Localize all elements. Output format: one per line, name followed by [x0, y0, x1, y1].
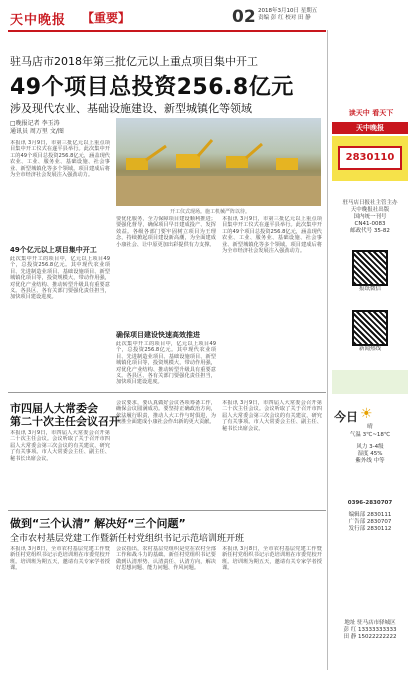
weather-details [332, 444, 408, 465]
contact-line: 发行部 2830112 [348, 526, 392, 532]
weather-title: 今日 [334, 410, 359, 424]
masthead-rule [8, 30, 326, 32]
footer-line: 地址 驻马店市驿城区 [344, 620, 396, 626]
footer-info [332, 620, 408, 641]
contact-line: 广告部 2830707 [348, 519, 392, 525]
sidebar-ad-phone: 2830110 [338, 146, 402, 170]
excavator-icon [116, 118, 321, 206]
sidebar-phone: 0396-2830707 [347, 500, 393, 506]
lead-column-1: 本报讯 3月9日，市第三批亿元以上重点项目集中开工仪式在遂平县举行。此次集中开工的49个项目总投资256.8亿元，涵盖现代农业、工业、服务业、基础设施、社会事业、新型城镇化等多个领域。项目建成后将为全市经济社会发展注入强劲动力。 [10, 140, 110, 179]
story3-column-3: 本报讯 3月8日，全市农村基层党建工作暨新任村党组织书记示范培训班在市委党校开班。培训班为期五天，邀请有关专家学者授课。 [222, 546, 322, 572]
weather-item: 湿度 45% [357, 451, 383, 457]
contact-line: 编辑部 2830111 [348, 512, 392, 518]
sun-icon: ☀ [360, 406, 373, 422]
lead-column-2: 此次集中开工的项目中，亿元以上项目49个，总投资256.8亿元。其中现代农业项目、先进制造业项目、基础设施项目、新型城镇化项目等，投资规模大，带动作用强，对优化产业结构、推动转型升级具有重要意义。各县区、各有关部门要强化责任担当，加快项目建设进度。 [10, 256, 110, 301]
story3-column-1: 本报讯 3月8日，全市农村基层党建工作暨新任村党组织书记示范培训班在市委党校开班。培训班为期五天，邀请有关专家学者授课。 [10, 546, 110, 572]
qr-label-2: 新闻热线 [358, 346, 381, 352]
qr-code-icon [352, 250, 388, 286]
info-line: 国内统一刊号 [353, 214, 387, 220]
section-divider-2 [8, 510, 326, 511]
newspaper-logo: 天中晚报 [10, 13, 67, 28]
contact-list [332, 512, 408, 533]
story3-column-2: 会议指出，农村基层党组织是党在农村全部工作和战斗力的基础。新任村党组织书记要做到认清形势、认清责任、认清方向，解决好思想问题、能力问题、作风问题。 [116, 546, 216, 572]
lead-subhead-2: 确保项目建设快速高效推进 [116, 331, 200, 339]
lead-headline: 49个项目总投资256.8亿元 [10, 75, 294, 100]
lead-deck: 涉及现代农业、基础设施建设、新型城镇化等领域 [10, 102, 252, 115]
story2-column-2: 会议要求，要认真做好会议各项筹备工作，确保会议圆满成功。要坚持正确政治方向，依法履行职责，推动人大工作与时俱进，为决胜全面建成小康社会作出新的更大贡献。 [116, 400, 216, 426]
story2-headline-2: 第二十次主任会议召开 [10, 415, 120, 428]
story2-headline: 市四届人大常委会 [10, 402, 98, 415]
weather-condition: 晴 [367, 424, 373, 430]
sidebar-slogan: 读天中 看天下 [348, 109, 394, 117]
sidebar-ad-title: 天中晚报 [332, 122, 408, 134]
info-line: 驻马店日报社主管主办 [342, 200, 398, 206]
dateline-editors: 责编 彭 红 校对 田 静 [258, 15, 311, 21]
story2-column-3: 本报讯 3月9日，市四届人大常委会召开第二十次主任会议。会议听取了关于召开市四届人大常委会第三次会议的有关建议，研究了有关事项。市人大常委会主任、副主任、秘书长出席会议。 [222, 400, 322, 432]
weather-temperature: 气温 3℃~18℃ [349, 432, 391, 438]
qr-code-icon [352, 310, 388, 346]
dateline [258, 8, 320, 22]
page-number: 02 [232, 7, 256, 27]
section-divider [8, 392, 326, 393]
story3-headline: 做到“三个认清” 解决好“三个问题” [10, 517, 186, 530]
story3-deck: 全市农村基层党建工作暨新任村党组织书记示范培训班开班 [10, 534, 245, 544]
dateline-date: 2018年3月10日 星期五 [258, 8, 318, 14]
info-line: 邮政代号 35-82 [350, 228, 390, 234]
lead-column-5: 本报讯 3月9日，市第三批亿元以上重点项目集中开工仪式在遂平县举行。此次集中开工的49个项目总投资256.8亿元，涵盖现代农业、工业、服务业、基础设施、社会事业、新型城镇化等多个领域。项目建成后将为全市经济社会发展注入强劲动力。 [222, 216, 322, 255]
lead-column-4: 此次集中开工的项目中，亿元以上项目49个，总投资256.8亿元。其中现代农业项目、先进制造业项目、基础设施项目、新型城镇化项目等，投资规模大，带动作用强，对优化产业结构、推动转型升级具有重要意义。各县区、各有关部门要强化责任担当，加快项目建设进度。 [116, 341, 216, 386]
lead-kicker: 驻马店市2018年第三批亿元以上重点项目集中开工 [10, 55, 258, 68]
lead-column-3: 要优化服务，全力保障项目建设顺利推进；要强化督导，确保项目早日建成投产、发挥效益。各级各部门要牢固树立项目为王理念，持续掀起项目建设新高潮，为全面建成小康社会、让中原更加出彩提供有力支撑。 [116, 216, 216, 248]
lead-byline [10, 120, 110, 136]
sidebar-divider [327, 30, 328, 670]
sidebar-ad [332, 136, 408, 181]
byline-correspondent: 通讯员 周万里 文/图 [10, 128, 64, 135]
weather-item: 紫外线 中等 [355, 458, 385, 464]
weather-banner [332, 370, 408, 394]
section-label: 【重要】 [82, 11, 131, 25]
byline-reporter: □晚报记者 李玉涛 [10, 120, 60, 127]
footer-line: 彭 红 13333333333 [343, 627, 397, 633]
info-line: 天中晚报社出版 [350, 207, 390, 213]
construction-site-photo [116, 118, 321, 206]
lead-subhead-1: 49个亿元以上项目集中开工 [10, 246, 97, 254]
weather-item: 风力 3-4级 [356, 444, 384, 450]
photo-caption: 开工仪式现场。施工机械严阵以待。 [170, 209, 251, 215]
qr-label: 报纸微信 [358, 286, 381, 292]
info-line: CN41-0083 [354, 221, 386, 227]
publication-info [332, 200, 408, 235]
story2-column-1: 本报讯 3月9日，市四届人大常委会召开第二十次主任会议。会议听取了关于召开市四届人大常委会第三次会议的有关建议，研究了有关事项。市人大常委会主任、副主任、秘书长出席会议。 [10, 430, 110, 462]
footer-line: 田 静 15022222222 [343, 634, 397, 640]
